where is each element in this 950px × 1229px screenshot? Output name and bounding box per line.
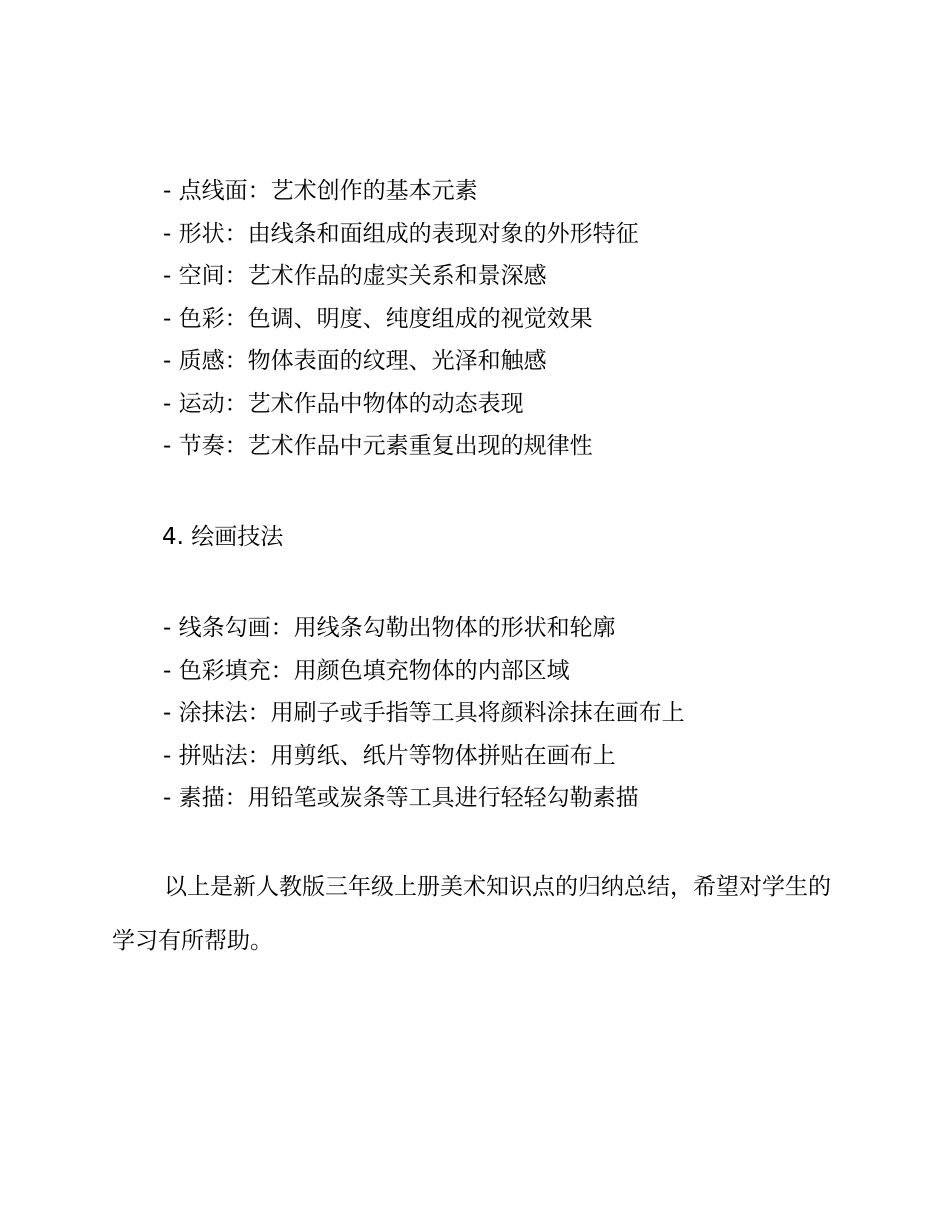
section-heading: 4. 绘画技法 [162, 524, 284, 550]
painting-techniques-list [163, 607, 685, 820]
list-item: - 点线面：艺术创作的基本元素 [163, 178, 478, 204]
list-item: - 素描：用铅笔或炭条等工具进行轻轻勾勒素描 [163, 785, 639, 811]
list-item: - 色彩：色调、明度、纯度组成的视觉效果 [163, 305, 593, 332]
list-item: - 形状：由线条和面组成的表现对象的外形特征 [163, 220, 639, 247]
list-item: - 拼贴法：用剪纸、纸片等物体拼贴在画布上 [163, 742, 616, 769]
list-item: - 空间：艺术作品的虚实关系和景深感 [163, 263, 547, 289]
list-item: - 质感：物体表面的纹理、光泽和触感 [163, 348, 547, 374]
conclusion-paragraph: 以上是新人教版三年级上册美术知识点的归纳总结，希望对学生的学习有所帮助。 [112, 874, 831, 954]
list-item: - 节奏：艺术作品中元素重复出现的规律性 [163, 433, 593, 459]
list-item: - 色彩填充：用颜色填充物体的内部区域 [163, 657, 570, 684]
list-item: - 涂抹法：用刷子或手指等工具将颜料涂抹在画布上 [163, 700, 685, 726]
art-elements-list [163, 170, 639, 468]
list-item: - 运动：艺术作品中物体的动态表现 [163, 390, 524, 417]
list-item: - 线条勾画：用线条勾勒出物体的形状和轮廓 [163, 615, 616, 641]
